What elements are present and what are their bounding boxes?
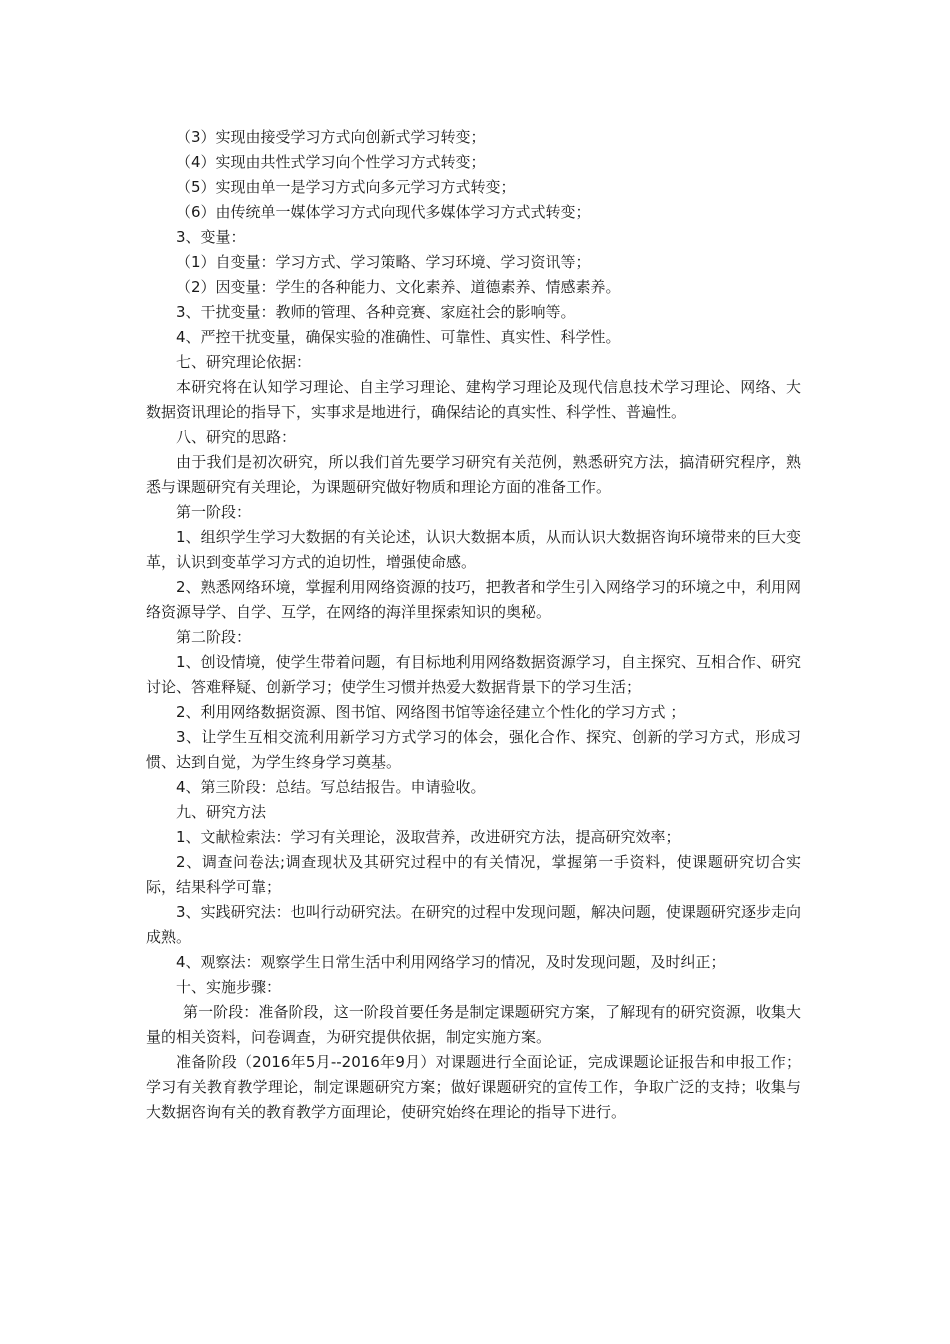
- paragraph: 4、第三阶段：总结。写总结报告。申请验收。: [176, 778, 486, 796]
- paragraph: 3、让学生互相交流利用新学习方式学习的体会，强化合作、探究、创新的学习方式，形成习惯、达到自觉，为学生终身学习奠基。: [146, 728, 801, 771]
- paragraph: （2）因变量：学生的各种能力、文化素养、道德素养、情感素养。: [176, 278, 621, 296]
- section-heading: 3、变量：: [176, 228, 246, 246]
- paragraph: 第一阶段：准备阶段，这一阶段首要任务是制定课题研究方案，了解现有的研究资源，收集大量的相关资料，问卷调查，为研究提供依据，制定实施方案。: [146, 1003, 801, 1046]
- section-heading: 九、研究方法: [176, 803, 267, 821]
- paragraph: 2、熟悉网络环境，掌握利用网络资源的技巧，把教者和学生引入网络学习的环境之中，利用网络资源导学、自学、互学，在网络的海洋里探索知识的奥秘。: [146, 578, 801, 621]
- stage-heading: 第一阶段：: [176, 503, 252, 521]
- paragraph: 1、创设情境，使学生带着问题，有目标地利用网络数据资源学习，自主探究、互相合作、研究讨论、答难释疑、创新学习；使学生习惯并热爱大数据背景下的学习生活；: [146, 653, 801, 696]
- paragraph: 4、观察法：观察学生日常生活中利用网络学习的情况，及时发现问题，及时纠正；: [176, 953, 726, 971]
- document-body: [146, 125, 801, 1125]
- stage-heading: 第二阶段：: [176, 628, 252, 646]
- paragraph: 1、文献检索法：学习有关理论，汲取营养，改进研究方法，提高研究效率；: [176, 828, 681, 846]
- paragraph: 由于我们是初次研究，所以我们首先要学习研究有关范例，熟悉研究方法，搞清研究程序，熟悉与课题研究有关理论，为课题研究做好物质和理论方面的准备工作。: [146, 453, 801, 496]
- paragraph: 3、实践研究法：也叫行动研究法。在研究的过程中发现问题，解决问题，使课题研究逐步走向成熟。: [146, 903, 801, 946]
- section-heading: 八、研究的思路：: [176, 428, 297, 446]
- paragraph: （5）实现由单一是学习方式向多元学习方式转变；: [176, 178, 516, 196]
- paragraph: 3、干扰变量：教师的管理、各种竞赛、家庭社会的影响等。: [176, 303, 576, 321]
- paragraph: （4）实现由共性式学习向个性学习方式转变；: [176, 153, 486, 171]
- paragraph: 4、严控干扰变量，确保实验的准确性、可靠性、真实性、科学性。: [176, 328, 621, 346]
- section-heading: 七、研究理论依据：: [176, 353, 312, 371]
- paragraph: （1）自变量：学习方式、学习策略、学习环境、学习资讯等；: [176, 253, 591, 271]
- paragraph: 1、组织学生学习大数据的有关论述，认识大数据本质，从而认识大数据咨询环境带来的巨大变革，认识到变革学习方式的迫切性，增强使命感。: [146, 528, 801, 571]
- paragraph: 2、调查问卷法;调查现状及其研究过程中的有关情况，掌握第一手资料，使课题研究切合实际，结果科学可靠；: [146, 853, 801, 896]
- paragraph: （3）实现由接受学习方式向创新式学习转变；: [176, 128, 486, 146]
- paragraph: 本研究将在认知学习理论、自主学习理论、建构学习理论及现代信息技术学习理论、网络、大数据资讯理论的指导下，实事求是地进行，确保结论的真实性、科学性、普遍性。: [146, 378, 801, 421]
- paragraph: （6）由传统单一媒体学习方式向现代多媒体学习方式式转变；: [176, 203, 591, 221]
- paragraph: 2、利用网络数据资源、图书馆、网络图书馆等途径建立个性化的学习方式 ；: [176, 703, 686, 721]
- section-heading: 十、实施步骤：: [176, 978, 282, 996]
- paragraph: 准备阶段（2016年5月--2016年9月）对课题进行全面论证，完成课题论证报告和申报工作；学习有关教育教学理论，制定课题研究方案；做好课题研究的宣传工作，争取广泛的支持；收集与大数据咨询有关的教育教学方面理论，使研究始终在理论的指导下进行。: [146, 1053, 801, 1121]
